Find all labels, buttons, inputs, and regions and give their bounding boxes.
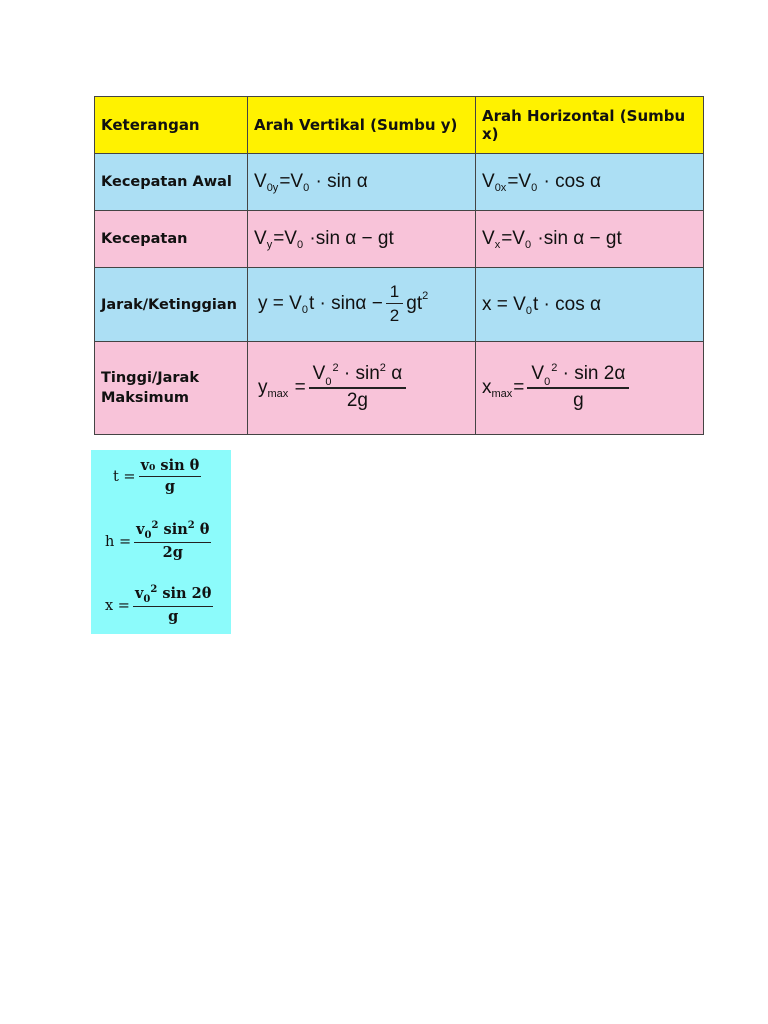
equals: = xyxy=(294,376,306,398)
range-formula xyxy=(105,584,216,627)
superscript: 2 xyxy=(379,362,386,375)
equals: = xyxy=(273,228,285,249)
term: t · sinα − xyxy=(308,293,383,315)
fraction xyxy=(139,456,202,497)
subscript: 0 xyxy=(524,239,532,251)
table-row xyxy=(95,154,703,211)
superscript: 2 xyxy=(150,584,158,595)
symbol: V xyxy=(254,228,267,249)
term: gt xyxy=(406,293,423,315)
symbol: y xyxy=(258,376,268,398)
table-header-row xyxy=(95,97,703,154)
subscript: 0x xyxy=(494,182,507,194)
denominator: g xyxy=(573,389,584,411)
numerator: 1 xyxy=(389,281,400,301)
subscript: 0 xyxy=(144,530,152,541)
term: sin 2θ xyxy=(157,585,212,602)
formula-box xyxy=(91,450,231,634)
term: ·sin α − gt xyxy=(537,228,622,249)
symbol: x xyxy=(482,376,492,398)
subscript: max xyxy=(491,387,513,400)
symbol: V xyxy=(518,171,532,192)
equals: = xyxy=(496,293,508,315)
denominator: g xyxy=(164,478,176,495)
subscript: 0 xyxy=(525,304,532,317)
denominator: 2g xyxy=(346,389,368,411)
superscript: 2 xyxy=(551,362,558,375)
equals: = xyxy=(272,293,284,315)
symbol: V xyxy=(482,171,495,192)
subscript: x xyxy=(494,239,501,251)
row-label: Jarak/Ketinggian xyxy=(95,268,248,342)
symbol: V xyxy=(512,228,525,249)
horizontal-formula xyxy=(476,154,703,211)
vertical-formula xyxy=(248,268,476,342)
formula-table xyxy=(94,96,704,435)
subscript: 0 xyxy=(531,182,538,194)
lhs: x = xyxy=(105,597,130,614)
subscript: 0y xyxy=(266,182,279,194)
term: · cos α xyxy=(543,171,601,192)
row-label: Kecepatan Awal xyxy=(95,154,248,211)
numerator xyxy=(133,584,213,606)
subscript: 0 xyxy=(143,594,151,605)
lhs: h = xyxy=(105,533,132,550)
table-row xyxy=(95,342,703,434)
table-row xyxy=(95,268,703,342)
symbol: V xyxy=(531,363,545,385)
term: ·sin α − gt xyxy=(309,228,394,249)
lhs: t = xyxy=(113,468,136,485)
row-label xyxy=(95,342,248,434)
term: v xyxy=(136,521,145,538)
symbol: V xyxy=(254,171,267,192)
superscript: 2 xyxy=(332,362,339,375)
term: · sin xyxy=(343,363,380,385)
numerator: v₀ sin θ xyxy=(140,457,200,474)
symbol: V xyxy=(290,171,304,192)
subscript: 0 xyxy=(303,182,310,194)
fraction xyxy=(309,363,407,412)
subscript: 0 xyxy=(301,304,308,317)
term: · sin 2α xyxy=(562,363,626,385)
equals: = xyxy=(501,228,513,249)
term: · sin α xyxy=(315,171,368,192)
row-label-line: Maksimum xyxy=(101,390,189,406)
subscript: 0 xyxy=(544,376,551,389)
numerator xyxy=(527,363,629,387)
vertical-formula xyxy=(248,342,476,434)
superscript: 2 xyxy=(151,520,159,531)
row-label: Kecepatan xyxy=(95,211,248,268)
term: t · cos α xyxy=(532,293,601,315)
height-formula xyxy=(105,520,214,563)
equals: = xyxy=(507,171,519,192)
symbol: V xyxy=(289,293,302,315)
subscript: 0 xyxy=(296,239,304,251)
fraction-half xyxy=(386,281,403,328)
vertical-formula xyxy=(248,211,476,268)
time-formula xyxy=(113,456,204,497)
horizontal-formula xyxy=(476,268,703,342)
header-horizontal: Arah Horizontal (Sumbu x) xyxy=(476,97,703,154)
subscript: y xyxy=(266,239,273,251)
equals: = xyxy=(513,376,525,398)
term: α xyxy=(391,363,403,385)
symbol: x xyxy=(482,293,492,315)
table-row xyxy=(95,211,703,268)
fraction xyxy=(133,584,213,627)
superscript: 2 xyxy=(422,290,429,303)
subscript: max xyxy=(267,387,289,400)
header-keterangan: Keterangan xyxy=(95,97,248,154)
symbol: y xyxy=(258,293,268,315)
term: v xyxy=(134,585,144,602)
numerator xyxy=(309,363,407,387)
symbol: V xyxy=(312,363,326,385)
symbol: V xyxy=(482,228,495,249)
fraction xyxy=(134,520,211,563)
equals: = xyxy=(279,171,291,192)
numerator xyxy=(134,520,211,542)
subscript: 0 xyxy=(325,376,332,389)
vertical-formula xyxy=(248,154,476,211)
horizontal-formula xyxy=(476,211,703,268)
term: θ xyxy=(194,521,210,538)
symbol: V xyxy=(513,293,526,315)
denominator: g xyxy=(168,608,179,625)
header-vertikal: Arah Vertikal (Sumbu y) xyxy=(248,97,476,154)
denominator: 2 xyxy=(389,306,400,326)
term: sin xyxy=(158,521,188,538)
row-label-line: Tinggi/Jarak xyxy=(101,370,199,386)
fraction xyxy=(527,363,629,412)
denominator: 2g xyxy=(162,544,183,561)
symbol: V xyxy=(284,228,297,249)
horizontal-formula xyxy=(476,342,703,434)
superscript: 2 xyxy=(187,520,195,531)
